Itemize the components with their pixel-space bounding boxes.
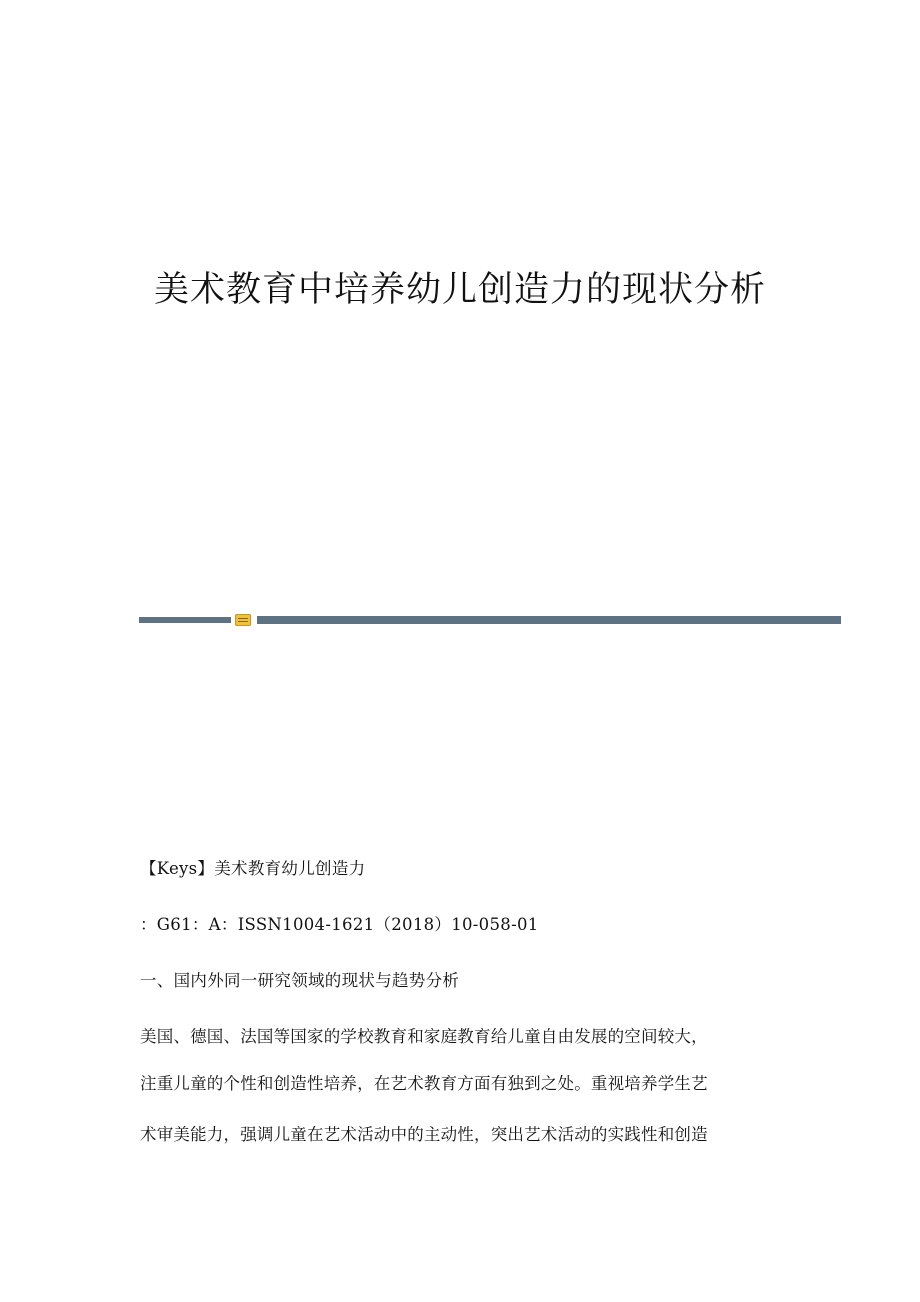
classification-line: ：G61：A：ISSN1004-1621（2018）10-058-01 bbox=[140, 915, 539, 934]
divider-bar-left bbox=[139, 617, 231, 623]
document-title: 美术教育中培养幼儿创造力的现状分析 bbox=[153, 270, 766, 310]
keywords-line: 【Keys】美术教育幼儿创造力 bbox=[140, 859, 366, 878]
title-divider bbox=[139, 614, 841, 626]
divider-bar-right bbox=[257, 616, 841, 624]
paragraph-line: 术审美能力，强调儿童在艺术活动中的主动性，突出艺术活动的实践性和创造 bbox=[140, 1125, 708, 1144]
paragraph-line: 美国、德国、法国等国家的学校教育和家庭教育给儿童自由发展的空间较大， bbox=[140, 1027, 708, 1046]
paragraph-line: 注重儿童的个性和创造性培养，在艺术教育方面有独到之处。重视培养学生艺 bbox=[140, 1074, 708, 1093]
document-emblem-icon bbox=[235, 614, 251, 626]
section-heading: 一、国内外同一研究领域的现状与趋势分析 bbox=[140, 971, 460, 990]
